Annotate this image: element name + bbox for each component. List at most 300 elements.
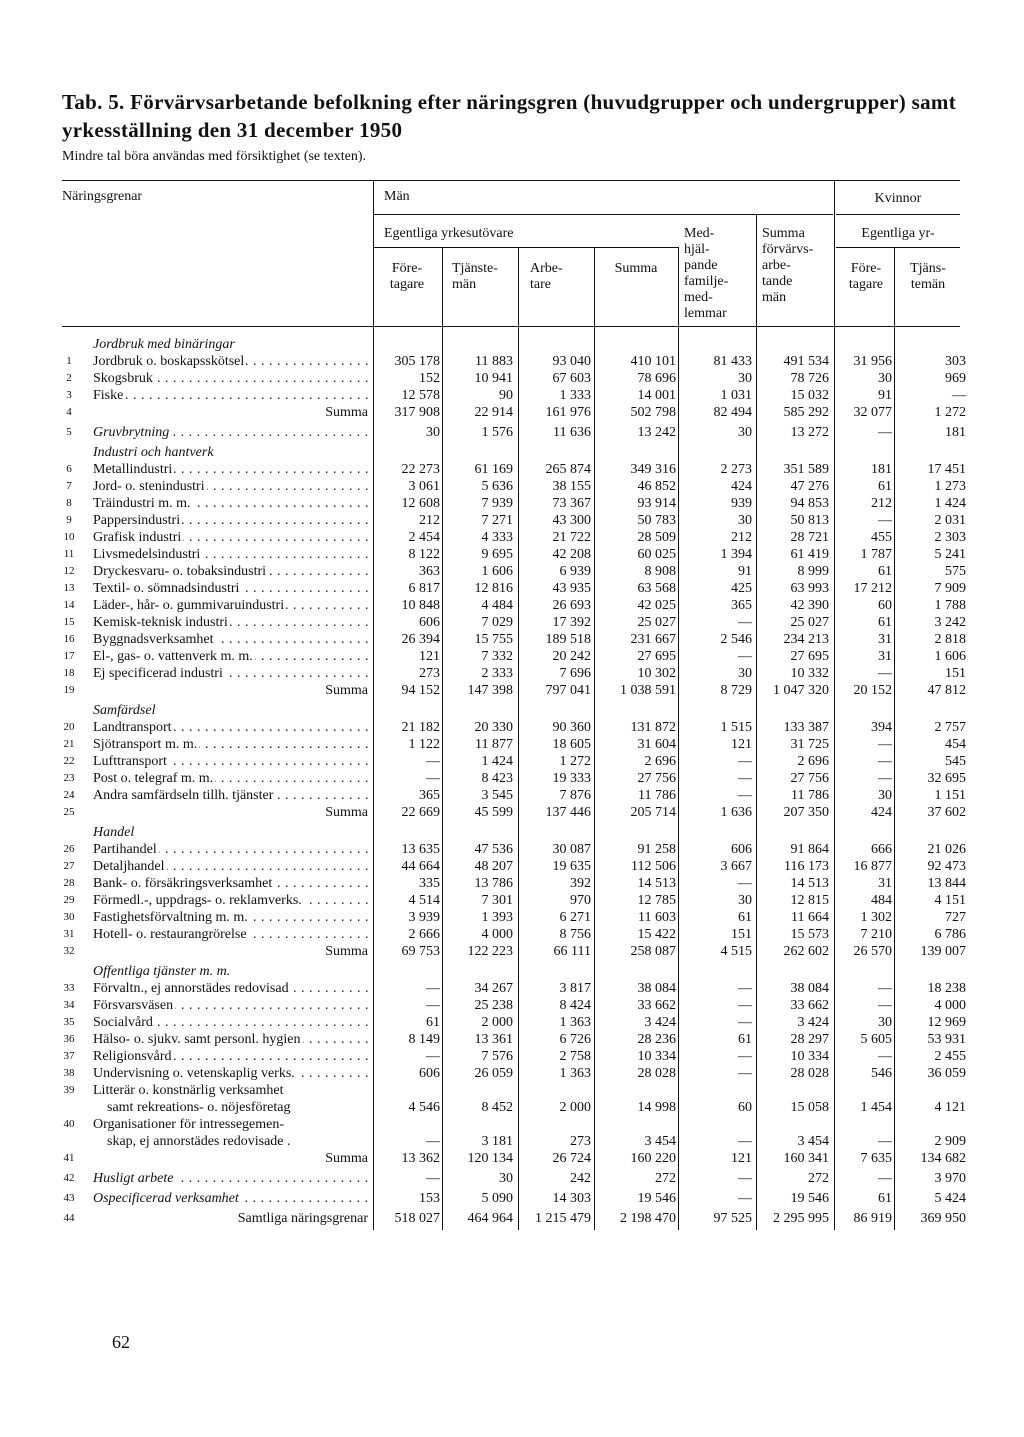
row-label: [93, 841, 368, 858]
row-label-text: Dryckesvaru- o. tobaksindustri: [93, 564, 267, 579]
cell-col-8: 36 059: [927, 1066, 966, 1081]
cell-col-3: 8 756: [559, 927, 591, 942]
row-number: 4: [66, 406, 72, 418]
cell-col-4: 63 568: [637, 581, 676, 596]
cell-col-3: 42 208: [552, 547, 591, 562]
cell-col-1: 22 273: [401, 462, 440, 477]
cell-col-6: 10 334: [790, 1049, 829, 1064]
cell-col-1: —: [426, 754, 440, 769]
cell-col-8: 2 303: [934, 530, 966, 545]
summa-label: Summa: [325, 944, 368, 959]
cell-col-6: 50 813: [790, 513, 829, 528]
cell-col-3: 1 215 479: [535, 1211, 591, 1226]
cell-col-2: 1 424: [481, 754, 513, 769]
cell-col-6: 27 695: [790, 649, 829, 664]
row-number: 38: [63, 1067, 75, 1079]
summary-row: [0, 943, 1024, 960]
table-row: [0, 648, 1024, 665]
cell-col-8: 32 695: [927, 771, 966, 786]
row-label-text: Livsmedelsindustri: [93, 547, 201, 562]
row-number: 39: [63, 1084, 75, 1096]
cell-col-5: 60: [738, 1100, 752, 1115]
cell-col-8: 1 272: [934, 405, 966, 420]
cell-col-2: 5 090: [481, 1191, 513, 1206]
cell-col-4: 14 998: [637, 1100, 676, 1115]
row-label: [93, 997, 368, 1014]
cell-col-7: 16 877: [853, 859, 892, 874]
cell-col-4: 28 509: [637, 530, 676, 545]
cell-col-6: 491 534: [783, 354, 829, 369]
section-label: Industri och hantverk: [93, 445, 214, 460]
cell-col-6: 11 786: [791, 788, 829, 803]
table-row: [0, 926, 1024, 943]
cell-col-6: 28 721: [790, 530, 829, 545]
cell-col-4: 3 454: [644, 1134, 676, 1149]
header-egentliga-yrkesutovare: Egentliga yrkesutövare: [384, 226, 514, 241]
cell-col-5: 8 729: [720, 683, 752, 698]
summa-label: Summa: [325, 405, 368, 420]
cell-col-8: 17 451: [927, 462, 966, 477]
cell-col-5: 121: [731, 737, 752, 752]
cell-col-1: 6 817: [408, 581, 440, 596]
cell-col-3: 273: [570, 1134, 591, 1149]
row-label: [93, 1116, 368, 1150]
row-number: 14: [63, 599, 75, 611]
cell-col-3: 392: [570, 876, 591, 891]
row-label-text: Bank- o. försäkringsverksamhet: [93, 876, 273, 891]
section-label: Jordbruk med binäringar: [93, 337, 235, 352]
cell-col-2: 120 134: [467, 1151, 513, 1166]
row-label-text: Träindustri m. m.: [93, 496, 191, 511]
table-row: [0, 1031, 1024, 1048]
row-number: 7: [66, 480, 72, 492]
row-number: 11: [63, 548, 75, 560]
table-row: [0, 1170, 1024, 1187]
cell-col-5: 424: [731, 479, 752, 494]
row-label-text: Textil- o. sömnadsindustri: [93, 581, 240, 596]
cell-col-7: 17 212: [853, 581, 892, 596]
cell-col-4: 349 316: [630, 462, 676, 477]
cell-col-6: 3 454: [797, 1134, 829, 1149]
cell-col-2: 147 398: [467, 683, 513, 698]
cell-col-3: 43 935: [552, 581, 591, 596]
cell-col-4: 38 084: [637, 981, 676, 996]
cell-col-1: —: [426, 1134, 440, 1149]
cell-col-2: 7 301: [481, 893, 513, 908]
cell-col-6: 3 424: [797, 1015, 829, 1030]
row-label: [93, 648, 368, 665]
row-number: 33: [63, 982, 75, 994]
table-row: [0, 1014, 1024, 1031]
cell-col-3: 26 693: [552, 598, 591, 613]
cell-col-2: 7 332: [481, 649, 513, 664]
cell-col-6: 116 173: [784, 859, 829, 874]
cell-col-2: 48 207: [474, 859, 513, 874]
cell-col-7: —: [878, 425, 892, 440]
cell-col-6: 1 047 320: [773, 683, 829, 698]
cell-col-8: 181: [945, 425, 966, 440]
section-heading-row: [0, 824, 1024, 841]
table-row: [0, 1082, 1024, 1116]
table-row: [0, 529, 1024, 546]
cell-col-2: 7 271: [481, 513, 513, 528]
cell-col-5: 30: [738, 666, 752, 681]
cell-col-2: 4 000: [481, 927, 513, 942]
row-label-text: Hälso- o. sjukv. samt personl. hygien: [93, 1032, 301, 1047]
row-label: [93, 875, 368, 892]
table-row: [0, 461, 1024, 478]
table-row: [0, 563, 1024, 580]
cell-col-1: 13 635: [401, 842, 440, 857]
cell-col-8: 2 909: [934, 1134, 966, 1149]
row-number: 5: [66, 426, 72, 438]
summary-row: [0, 404, 1024, 421]
row-label-text: Metallindustri: [93, 462, 173, 477]
row-number: 17: [63, 650, 75, 662]
cell-col-5: —: [738, 1191, 752, 1206]
cell-col-2: 90: [499, 388, 513, 403]
cell-col-7: —: [878, 998, 892, 1013]
cell-col-7: —: [878, 981, 892, 996]
cell-col-5: —: [738, 788, 752, 803]
header-sub-rule-women: [836, 214, 960, 215]
cell-col-6: 15 573: [790, 927, 829, 942]
cell-col-7: 31: [878, 876, 892, 891]
summa-label: Summa: [325, 805, 368, 820]
cell-col-6: 61 419: [790, 547, 829, 562]
cell-col-2: 3 545: [481, 788, 513, 803]
row-number: 22: [63, 755, 75, 767]
cell-col-3: 161 976: [545, 405, 591, 420]
header-k-tjanstemen: Tjäns- temän: [910, 261, 946, 292]
cell-col-8: 1 424: [934, 496, 966, 511]
cell-col-2: 8 452: [481, 1100, 513, 1115]
table-row: [0, 1048, 1024, 1065]
row-label: [93, 597, 368, 614]
cell-col-8: 53 931: [927, 1032, 966, 1047]
row-number: 42: [63, 1172, 75, 1184]
row-number: 19: [63, 684, 75, 696]
header-top-rule: [62, 180, 960, 181]
cell-col-7: 32 077: [853, 405, 892, 420]
cell-col-1: 12 608: [401, 496, 440, 511]
row-number: 36: [63, 1033, 75, 1045]
cell-col-7: 31 956: [853, 354, 892, 369]
table-row: [0, 597, 1024, 614]
cell-col-7: 26 570: [853, 944, 892, 959]
row-label-line2: samt rekreations- o. nöjesföretag: [107, 1100, 291, 1115]
row-label: [93, 563, 368, 580]
cell-col-6: 94 853: [790, 496, 829, 511]
cell-col-8: 3 970: [934, 1171, 966, 1186]
cell-col-3: 21 722: [552, 530, 591, 545]
row-label: [93, 753, 368, 770]
header-medhjalpande: Med- hjäl- pande familje- med- lemmar: [684, 226, 729, 321]
cell-col-6: 207 350: [783, 805, 829, 820]
cell-col-1: 94 152: [401, 683, 440, 698]
table-row: [0, 614, 1024, 631]
row-label: [93, 926, 368, 943]
table-row: [0, 512, 1024, 529]
cell-col-1: 8 149: [408, 1032, 440, 1047]
table-row: [0, 631, 1024, 648]
cell-col-3: 93 040: [552, 354, 591, 369]
cell-col-2: 4 333: [481, 530, 513, 545]
cell-col-2: 13 786: [474, 876, 513, 891]
cell-col-4: 112 506: [631, 859, 676, 874]
row-label-line2: skap, ej annorstädes redovisade .: [107, 1134, 291, 1149]
cell-col-8: 37 602: [927, 805, 966, 820]
cell-col-8: 13 844: [927, 876, 966, 891]
cell-col-4: 10 334: [637, 1049, 676, 1064]
cell-col-5: 61: [738, 910, 752, 925]
row-number: 40: [63, 1118, 75, 1130]
row-label: [93, 614, 368, 631]
row-label: [93, 719, 368, 736]
cell-col-5: 1 636: [720, 805, 752, 820]
cell-col-5: —: [738, 615, 752, 630]
cell-col-6: 91 864: [790, 842, 829, 857]
cell-col-6: 78 726: [790, 371, 829, 386]
cell-col-6: 11 664: [791, 910, 829, 925]
cell-col-4: 2 198 470: [620, 1211, 676, 1226]
cell-col-4: 1 038 591: [620, 683, 676, 698]
cell-col-4: 14 513: [637, 876, 676, 891]
cell-col-7: 455: [871, 530, 892, 545]
cell-col-6: 8 999: [797, 564, 829, 579]
cell-col-4: 93 914: [637, 496, 676, 511]
cell-col-2: 122 223: [467, 944, 513, 959]
row-label: [93, 1048, 368, 1065]
cell-col-2: 13 361: [474, 1032, 513, 1047]
cell-col-1: 3 061: [408, 479, 440, 494]
cell-col-7: 5 605: [860, 1032, 892, 1047]
row-number: 15: [63, 616, 75, 628]
row-label-text: Hotell- o. restaurangrörelse: [93, 927, 247, 942]
row-label-text: Gruvbrytning: [93, 425, 170, 440]
cell-col-6: 15 032: [790, 388, 829, 403]
cell-col-7: 20 152: [853, 683, 892, 698]
cell-col-7: 181: [871, 462, 892, 477]
cell-col-5: —: [738, 1015, 752, 1030]
cell-col-7: —: [878, 771, 892, 786]
cell-col-8: 1 273: [934, 479, 966, 494]
cell-col-8: 3 242: [934, 615, 966, 630]
cell-col-7: —: [878, 1171, 892, 1186]
section-heading-row: [0, 702, 1024, 719]
cell-col-2: 3 181: [481, 1134, 513, 1149]
cell-col-1: 606: [419, 1066, 440, 1081]
cell-col-2: 2 333: [481, 666, 513, 681]
cell-col-8: 4 121: [934, 1100, 966, 1115]
cell-col-7: 394: [871, 720, 892, 735]
header-man: Män: [384, 189, 410, 204]
table-row: [0, 719, 1024, 736]
cell-col-3: 1 363: [559, 1066, 591, 1081]
row-label: [93, 980, 368, 997]
cell-col-2: 20 330: [474, 720, 513, 735]
cell-col-5: 151: [731, 927, 752, 942]
cell-col-3: 18 605: [552, 737, 591, 752]
row-number: 6: [66, 463, 72, 475]
row-label: [93, 1190, 368, 1207]
cell-col-7: —: [878, 1049, 892, 1064]
cell-col-4: 46 852: [637, 479, 676, 494]
cell-col-5: —: [738, 771, 752, 786]
row-label: [93, 424, 368, 441]
table-row: [0, 736, 1024, 753]
summa-label: Summa: [325, 1151, 368, 1166]
row-label-text: Undervisning o. vetenskaplig verks.: [93, 1066, 295, 1081]
cell-col-4: 27 756: [637, 771, 676, 786]
row-number: 1: [66, 355, 72, 367]
row-label-text: Förmedl.-, uppdrags- o. reklamverks.: [93, 893, 302, 908]
section-label: Handel: [93, 825, 135, 840]
row-number: 10: [63, 531, 75, 543]
cell-col-8: 4 151: [934, 893, 966, 908]
header-naringsgrenar: Näringsgrenar: [62, 189, 143, 204]
cell-col-1: —: [426, 998, 440, 1013]
table-row: [0, 1190, 1024, 1207]
cell-col-3: 14 303: [552, 1191, 591, 1206]
summary-row: [0, 1150, 1024, 1167]
cell-col-4: 28 028: [637, 1066, 676, 1081]
cell-col-3: 20 242: [552, 649, 591, 664]
cell-col-6: 234 213: [783, 632, 829, 647]
row-label: [93, 909, 368, 926]
cell-col-3: 73 367: [552, 496, 591, 511]
cell-col-4: 15 422: [637, 927, 676, 942]
cell-col-2: 10 941: [474, 371, 513, 386]
cell-col-5: 3 667: [720, 859, 752, 874]
cell-col-7: 61: [878, 615, 892, 630]
row-label-text: Post o. telegraf m. m.: [93, 771, 214, 786]
cell-col-5: 30: [738, 893, 752, 908]
row-number: 8: [66, 497, 72, 509]
cell-col-7: 61: [878, 564, 892, 579]
row-label: [93, 1170, 368, 1187]
table-row: [0, 478, 1024, 495]
table-row: [0, 353, 1024, 370]
cell-col-5: —: [738, 1066, 752, 1081]
cell-col-7: 484: [871, 893, 892, 908]
cell-col-6: 585 292: [783, 405, 829, 420]
cell-col-7: —: [878, 737, 892, 752]
cell-col-3: 8 424: [559, 998, 591, 1013]
table-row: [0, 841, 1024, 858]
table-subtitle: Mindre tal böra användas med försiktighet (se texten).: [62, 149, 367, 164]
cell-col-1: 26 394: [401, 632, 440, 647]
cell-col-7: 31: [878, 632, 892, 647]
cell-col-8: 1 788: [934, 598, 966, 613]
row-label-text: Grafisk industri: [93, 530, 182, 545]
cell-col-7: 30: [878, 371, 892, 386]
cell-col-4: 28 236: [637, 1032, 676, 1047]
cell-col-3: 38 155: [552, 479, 591, 494]
section-heading-row: [0, 963, 1024, 980]
cell-col-5: 939: [731, 496, 752, 511]
row-label-text: Partihandel: [93, 842, 157, 857]
row-label: [93, 495, 368, 512]
cell-col-3: 970: [570, 893, 591, 908]
cell-col-2: 464 964: [467, 1211, 513, 1226]
row-label-text: Ospecificerad verksamhet: [93, 1191, 239, 1206]
cell-col-5: 1 031: [720, 388, 752, 403]
cell-col-8: 2 757: [934, 720, 966, 735]
cell-col-1: 69 753: [401, 944, 440, 959]
row-label: [93, 770, 368, 787]
cell-col-6: 28 297: [790, 1032, 829, 1047]
cell-col-5: 82 494: [713, 405, 752, 420]
cell-col-1: 606: [419, 615, 440, 630]
cell-col-6: 19 546: [790, 1191, 829, 1206]
cell-col-8: 1 151: [934, 788, 966, 803]
cell-col-5: 365: [731, 598, 752, 613]
row-number: 20: [63, 721, 75, 733]
cell-col-5: —: [738, 1134, 752, 1149]
cell-col-6: 28 028: [790, 1066, 829, 1081]
table-row: [0, 1065, 1024, 1082]
cell-col-1: 305 178: [394, 354, 440, 369]
cell-col-6: 262 602: [783, 944, 829, 959]
cell-col-2: 7 939: [481, 496, 513, 511]
cell-col-7: 91: [878, 388, 892, 403]
row-number: 23: [63, 772, 75, 784]
row-label-text: Jordbruk o. boskapsskötsel: [93, 354, 245, 369]
cell-col-3: 7 876: [559, 788, 591, 803]
cell-col-7: 30: [878, 1015, 892, 1030]
row-label: [93, 1065, 368, 1082]
row-number: 25: [63, 806, 75, 818]
row-label-text: Landtransport: [93, 720, 172, 735]
row-label-text: El-, gas- o. vattenverk m. m.: [93, 649, 253, 664]
cell-col-5: 121: [731, 1151, 752, 1166]
cell-col-7: 1 454: [860, 1100, 892, 1115]
cell-col-5: —: [738, 1049, 752, 1064]
cell-col-6: 2 295 995: [773, 1211, 829, 1226]
table-row: [0, 909, 1024, 926]
cell-col-8: 303: [945, 354, 966, 369]
cell-col-1: 152: [419, 371, 440, 386]
cell-col-8: 7 909: [934, 581, 966, 596]
cell-col-6: 160 341: [783, 1151, 829, 1166]
cell-col-2: 7 029: [481, 615, 513, 630]
cell-col-3: 3 817: [559, 981, 591, 996]
row-label: [93, 858, 368, 875]
row-label-text: Lufttransport: [93, 754, 167, 769]
cell-col-2: 11 877: [475, 737, 513, 752]
header-sub-rule-women-egentliga: [836, 247, 960, 248]
cell-col-5: 30: [738, 425, 752, 440]
cell-col-3: 265 874: [545, 462, 591, 477]
row-number: 32: [63, 945, 75, 957]
row-label: [93, 1014, 368, 1031]
cell-col-6: 42 390: [790, 598, 829, 613]
cell-col-3: 30 087: [552, 842, 591, 857]
cell-col-7: 30: [878, 788, 892, 803]
row-number: 9: [66, 514, 72, 526]
cell-col-4: 2 696: [644, 754, 676, 769]
row-number: 18: [63, 667, 75, 679]
cell-col-3: 242: [570, 1171, 591, 1186]
cell-col-1: 1 122: [408, 737, 440, 752]
cell-col-4: 8 908: [644, 564, 676, 579]
row-label: [93, 580, 368, 597]
row-number: 29: [63, 894, 75, 906]
cell-col-4: 131 872: [630, 720, 676, 735]
header-kvinnor: Kvinnor: [874, 191, 922, 206]
row-label-text: Fastighetsförvaltning m. m.: [93, 910, 248, 925]
